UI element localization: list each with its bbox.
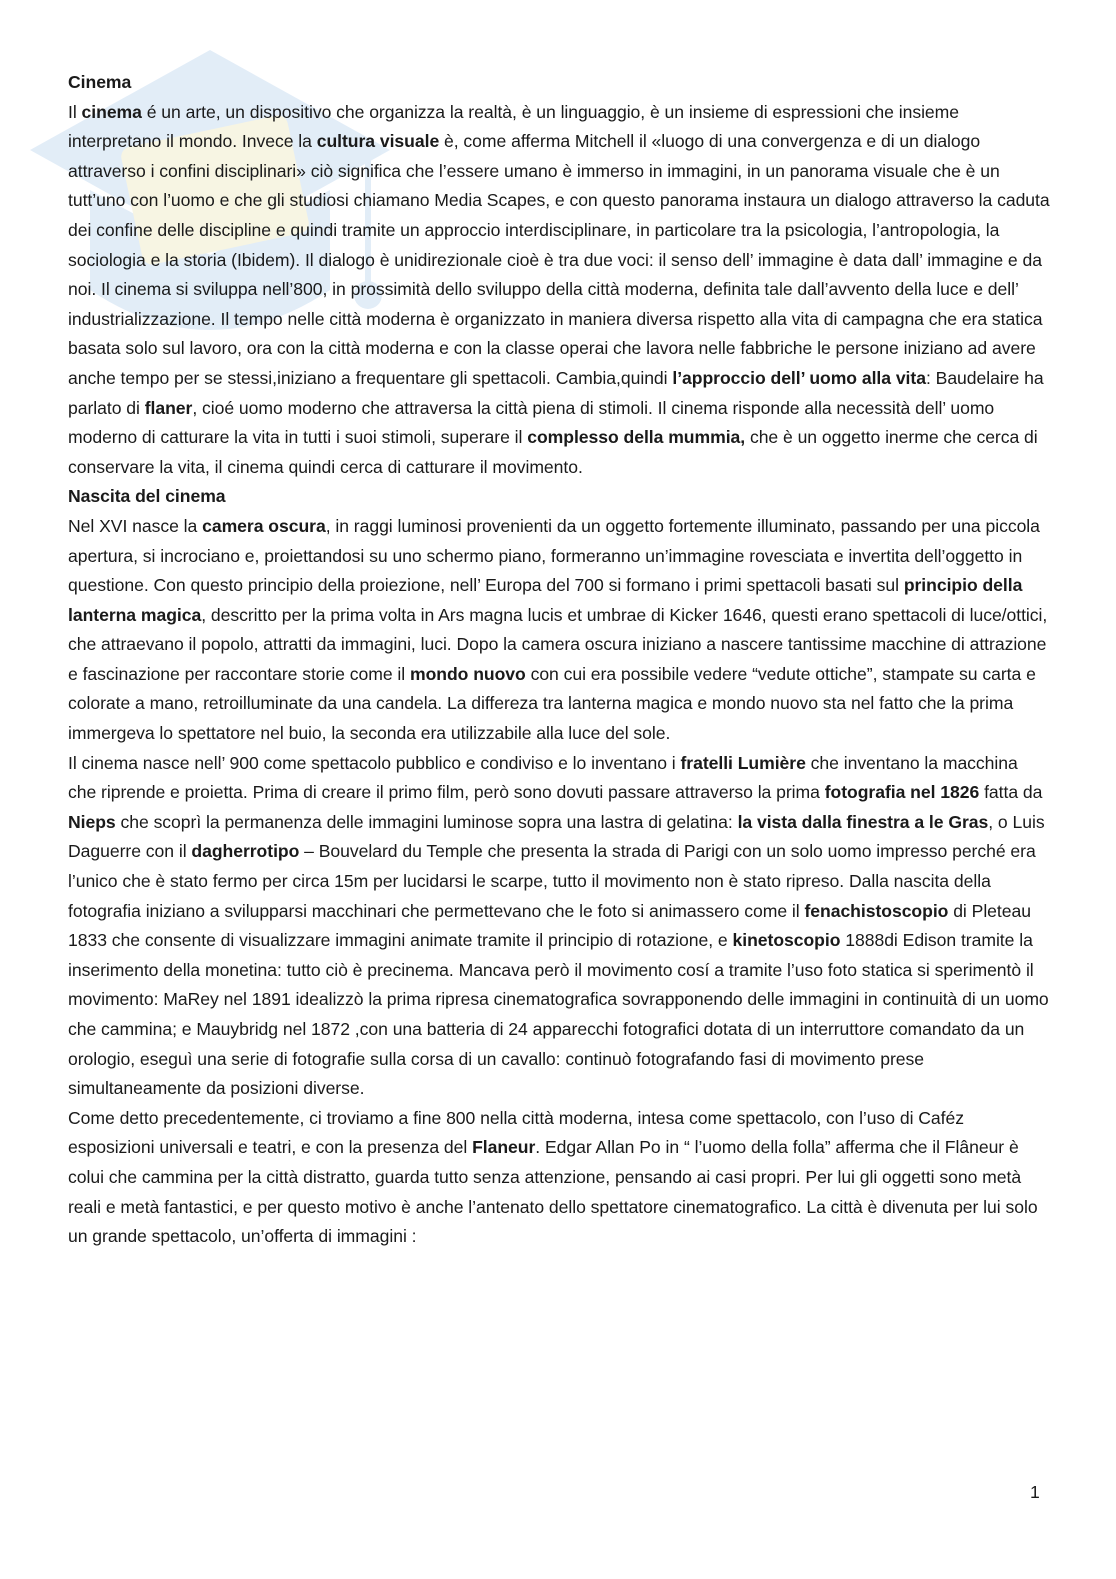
text-run: che inventano la macchina che riprende e proietta. Prima di creare il primo film, però sono dovuti passare attraverso la prima xyxy=(68,752,1018,803)
heading-cinema: Cinema xyxy=(68,72,132,92)
bold-term: fotografia nel 1826 xyxy=(824,782,980,803)
bold-term: l’approccio dell’ uomo alla vita xyxy=(672,367,926,388)
text-run: di Pleteau 1833 che consente di visualizzare immagini animate tramite il principio di rotazione, e xyxy=(68,900,1031,951)
text-run: Il cinema nasce nell’ 900 come spettacolo pubblico e condiviso e lo inventano i xyxy=(68,752,681,773)
paragraph-flaneur xyxy=(68,1104,1050,1252)
text-run: è, come afferma Mitchell il «luogo di una convergenza e di un dialogo attraverso i confini disciplinari» ciò significa che l’essere umano è immerso in immagini, in un panorama visuale che è un tutt’uno con l’uomo e che gli studiosi chiamano Media Scapes, e con questo panorama instaura un dialogo attraverso la caduta dei confine delle discipline e quindi tramite un approccio interdisciplinare, in particolare tra la psicologia, l’antropologia, la sociologia e la storia (Ibidem). Il dialogo è unidirezionale cioè è tra due voci: il senso dell’ immagine è data dall’ immagine e da noi. Il cinema si sviluppa nell’800, in prossimità dello sviluppo della città moderna, definita tale dall’avvento della luce e dell’ industrializzazione. Il tempo nelle città moderna è organizzato in maniera diversa rispetto alla vita di campagna che era statica basata solo sul lavoro, ora con la città moderna e con la classe operai che lavora nelle fabbriche le persone iniziano ad avere anche tempo per se stessi,iniziano a frequentare gli spettacoli. Cambia,quindi xyxy=(68,131,1050,388)
text-run: che è un oggetto inerme che cerca di conservare la vita, il cinema quindi cerca di catturare il movimento. xyxy=(68,427,1038,477)
page-number: 1 xyxy=(1030,1482,1040,1502)
bold-term: cinema xyxy=(81,101,142,122)
bold-term: mondo nuovo xyxy=(409,663,526,684)
text-run: Nel XVI nasce la xyxy=(68,515,203,536)
bold-term: flaner xyxy=(144,397,193,418)
bold-term: principio della lanterna magica xyxy=(68,575,1023,625)
bold-term: kinetoscopio xyxy=(732,930,841,951)
bold-term: fenachistoscopio xyxy=(804,900,949,921)
text-run: – Bouvelard du Temple che presenta la strada di Parigi con un solo uomo impresso perché era l’unico che è stato fermo per circa 15m per lucidarsi le scarpe, tutto il movimento non è stato ripreso. Dalla nascita della fotografia iniziano a svilupparsi macchinari che permettevano che le foto si animassero come il xyxy=(68,841,1036,921)
bold-term: Flaneur xyxy=(472,1137,536,1158)
text-run: é un arte, un dispositivo che organizza la realtà, è un linguaggio, è un insieme di espressioni che insieme interpretano il mondo. Invece la xyxy=(68,101,959,152)
document-page xyxy=(68,68,1050,1252)
bold-term: fratelli Lumière xyxy=(680,752,806,773)
text-run: Il xyxy=(68,101,82,122)
text-run: , in raggi luminosi provenienti da un oggetto fortemente illuminato, passando per una piccola apertura, si incrociano e, proiettandosi su uno schermo piano, formeranno un’immagine rovesciata e invertita dell’oggetto in questione. Con questo principio della proiezione, nell’ Europa del 700 si formano i primi spettacoli basati sul xyxy=(68,515,1040,596)
bold-term: complesso della mummia, xyxy=(527,427,746,448)
text-run: , cioé uomo moderno che attraversa la città piena di stimoli. Il cinema risponde alla necessità dell’ uomo moderno di catturare la vita in tutti i suoi stimoli, superare il xyxy=(68,397,995,448)
text-run: fatta da xyxy=(979,782,1043,803)
bold-term: Nieps xyxy=(68,811,116,832)
text-run: , descritto per la prima volta in Ars magna lucis et umbrae di Kicker 1646, questi erano spettacoli di luce/ottici, che attraevano il popolo, attratti da immagini, luci. Dopo la camera oscura iniziano a nascere tantissime macchine di attrazione e fascinazione per raccontare storie come il xyxy=(68,604,1048,684)
bold-term: cultura visuale xyxy=(316,131,440,152)
paragraph-lumiere xyxy=(68,749,1050,1104)
bold-term: dagherrotipo xyxy=(191,841,300,862)
paragraph-camera-oscura xyxy=(68,512,1050,749)
text-run: : Baudelaire ha parlato di xyxy=(68,367,1044,418)
text-run: Come detto precedentemente, ci troviamo a fine 800 nella città moderna, intesa come spettacolo, con l’uso di Caféz esposizioni universali e teatri, e con la presenza del xyxy=(68,1107,964,1158)
text-run: che scoprì la permanenza delle immagini luminose sopra una lastra di gelatina: xyxy=(115,811,738,832)
bold-term: camera oscura xyxy=(202,515,326,536)
paragraph-cinema xyxy=(68,98,1050,483)
text-run: 1888di Edison tramite la inserimento della monetina: tutto ciò è precinema. Mancava però il movimento cosí a tramite l’uso foto statica si sperimentò il movimento: MaRey nel 1891 idealizzò la prima ripresa cinematografica sovrapponendo delle immagini in continuità di un uomo che cammina; e Mauybridg nel 1872 ,con una batteria di 24 apparecchi fotografici dotata di un interruttore comandato da un orologio, eseguì una serie di fotografie sulla corsa di un cavallo: continuò fotografando fasi di movimento prese simultaneamente da posizioni diverse. xyxy=(68,930,1049,1099)
text-run: . Edgar Allan Po in “ l’uomo della folla” afferma che il Flâneur è colui che cammina per la città distratto, guarda tutto senza attenzione, pensando ai casi propri. Per lui gli oggetti sono metà reali e metà fantastici, e per questo motivo è anche l’antenato dello spettatore cinematografico. La città è divenuta per lui solo un grande spettacolo, un’offerta di immagini : xyxy=(68,1137,1038,1247)
document-body xyxy=(68,68,1050,1252)
text-run: con cui era possibile vedere “vedute ottiche”, stampate su carta e colorate a mano, retroilluminate da una candela. La differeza tra lanterna magica e mondo nuovo sta nel fatto che la prima immergeva lo spettatore nel buio, la seconda era utilizzabile alla luce del sole. xyxy=(68,663,1036,744)
text-run: , o Luis Daguerre con il xyxy=(68,811,1045,862)
heading-nascita-del-cinema: Nascita del cinema xyxy=(68,486,226,507)
bold-term: la vista dalla finestra a le Gras xyxy=(737,811,989,832)
